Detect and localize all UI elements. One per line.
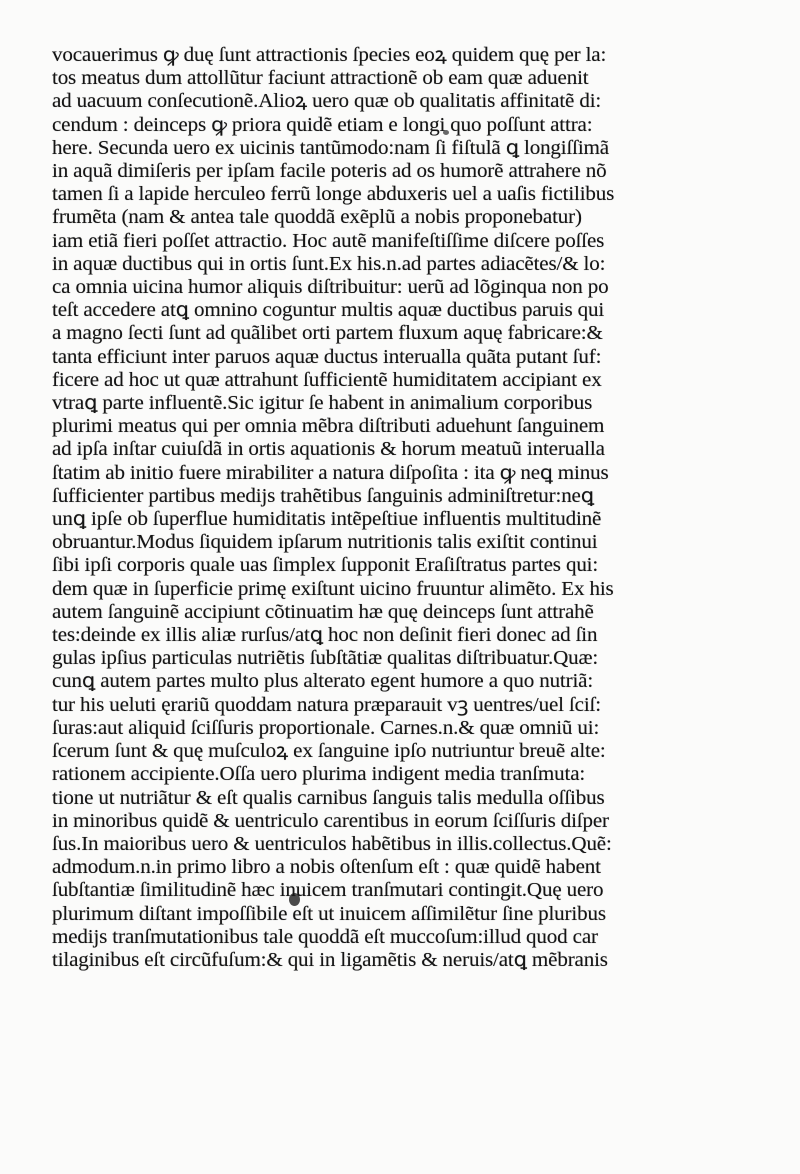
text-line: unꝗ ipſe ob ſuperflue humiditatis intẽpeſtiue influentis multitudinẽ (52, 509, 602, 531)
text-line: tur his ueluti ęrariũ quoddam natura præparauit vꝫ uentres/uel ſciſ: (52, 694, 601, 716)
text-line: vocauerimus ꝙ duę ſunt attractionis ſpecies eoꝝ quidem quę per la: (52, 45, 607, 66)
text-line: in aquæ ductibus qui in ortis ſunt.Ex his.n.ad partes adiacẽtes/& lo: (52, 253, 606, 275)
text-line: plurimi meatus qui per omnia mẽbra diſtributi aduehunt ſanguinem (52, 416, 605, 438)
text-line: obruantur.Modus ſiquidem ipſarum nutritionis talis exiſtit continui (52, 532, 598, 554)
text-line: rationem accipiente.Oſſa uero plurima indigent media tranſmuta: (52, 764, 586, 786)
text-line: gulas ipſius particulas nutriẽtis ſubſtãtiæ qualitas diſtribuatur.Quæ: (52, 648, 599, 670)
text-line: ſibi ipſi corporis quale uas ſimplex ſupponit Eraſiſtratus partes qui: (52, 555, 599, 577)
text-line: in minoribus quidẽ & uentriculo carentibus in eorum ſciſſuris diſper (52, 810, 609, 832)
text-line: ſuras:aut aliquid ſciſſuris proportionale. Carnes.n.& quæ omniũ ui: (52, 717, 600, 739)
text-line: ſcerum ſunt & quę muſculoꝝ ex ſanguine ipſo nutriuntur breuẽ alte: (52, 741, 606, 763)
text-line: vtraꝗ parte influentẽ.Sic igitur ſe habent in animalium corporibus (52, 393, 593, 415)
text-line: ſubſtantiæ ſimilitudinẽ hæc inuicem tranſmutari contingit.Quę uero (52, 880, 604, 902)
text-line: cendum : deinceps ꝙ priora quidẽ etiam e longi quo poſſunt attra: (52, 114, 593, 136)
text-line: a magno ſecti ſunt ad quãlibet orti partem fluxum aquę fabricare:& (52, 323, 603, 345)
text-line: tanta efficiunt inter paruos aquæ ductus interualla quãta putant ſuf: (52, 346, 602, 368)
text-line: ad uacuum conſecutionẽ.Alioꝝ uero quæ ob qualitatis affinitatẽ di: (52, 91, 602, 113)
text-line: cunꝗ autem partes multo plus alterato egent humore a quo nutriã: (52, 671, 594, 693)
text-line: ficere ad hoc ut quæ attrahunt ſufficientẽ humiditatem accipiant ex (52, 369, 602, 391)
text-line: ſufficienter partibus medijs trahẽtibus ſanguinis adminiſtretur:neꝗ (52, 485, 594, 507)
text-line: teſt accedere atꝗ omnino coguntur multis aquæ ductibus paruis qui (52, 300, 605, 322)
text-line: tione ut nutriãtur & eſt qualis carnibus ſanguis talis medulla oſſibus (52, 787, 605, 809)
text-line: medijs tranſmutationibus tale quoddã eſt muccoſum:illud quod car (52, 926, 598, 948)
text-line: ca omnia uicina humor aliquis diſtribuitur: uerũ ad lõginqua non po (52, 277, 609, 299)
text-line: ſtatim ab initio fuere mirabiliter a natura diſpoſita : ita ꝙ neꝗ minus (52, 462, 609, 484)
text-line: dem quæ in ſuperficie primę exiſtunt uicino fruuntur alimẽto. Ex his (52, 578, 614, 600)
text-line: admodum.n.in primo libro a nobis oſtenſum eſt : quæ quidẽ habent (52, 857, 601, 879)
text-line: tos meatus dum attollũtur faciunt attractionẽ ob eam quæ aduenit (52, 68, 589, 90)
text-line: here. Secunda uero ex uicinis tantũmodo:nam ſi fiſtulã ꝗ longiſſimã (52, 137, 609, 159)
text-line: plurimum diſtant impoſſibile eſt ut inuicem aſſimilẽtur ſine pluribus (52, 903, 606, 925)
text-line: tilaginibus eſt circũfuſum:& qui in ligamẽtis & neruis/atꝗ mẽbranis (52, 949, 608, 971)
text-line: in aquã dimiſeris per ipſam facile poteris ad os humorẽ attrahere nõ (52, 161, 607, 183)
text-line: ad ipſa inſtar cuiuſdã in ortis aquationis & horum meatuũ interualla (52, 439, 605, 461)
text-line: tes:deinde ex illis aliæ rurſus/atꝗ hoc non deſinit fieri donec ad ſin (52, 625, 598, 647)
text-line: autem ſanguinẽ accipiunt cõtinuatim hæ quę deinceps ſunt attrahẽ (52, 601, 594, 623)
text-block (52, 44, 742, 972)
text-line: frumẽta (nam & antea tale quoddã exẽplũ a nobis proponebatur) (52, 207, 582, 229)
text-line: ſus.In maioribus uero & uentriculos habẽtibus in illis.collectus.Quẽ: (52, 833, 612, 855)
text-line: tamen ſi a lapide herculeo ferrũ longe abduxeris uel a uaſis fictilibus (52, 184, 615, 206)
text-line: iam etiã fieri poſſet attractio. Hoc autẽ manifeſtiſſime diſcere poſſes (52, 230, 605, 252)
